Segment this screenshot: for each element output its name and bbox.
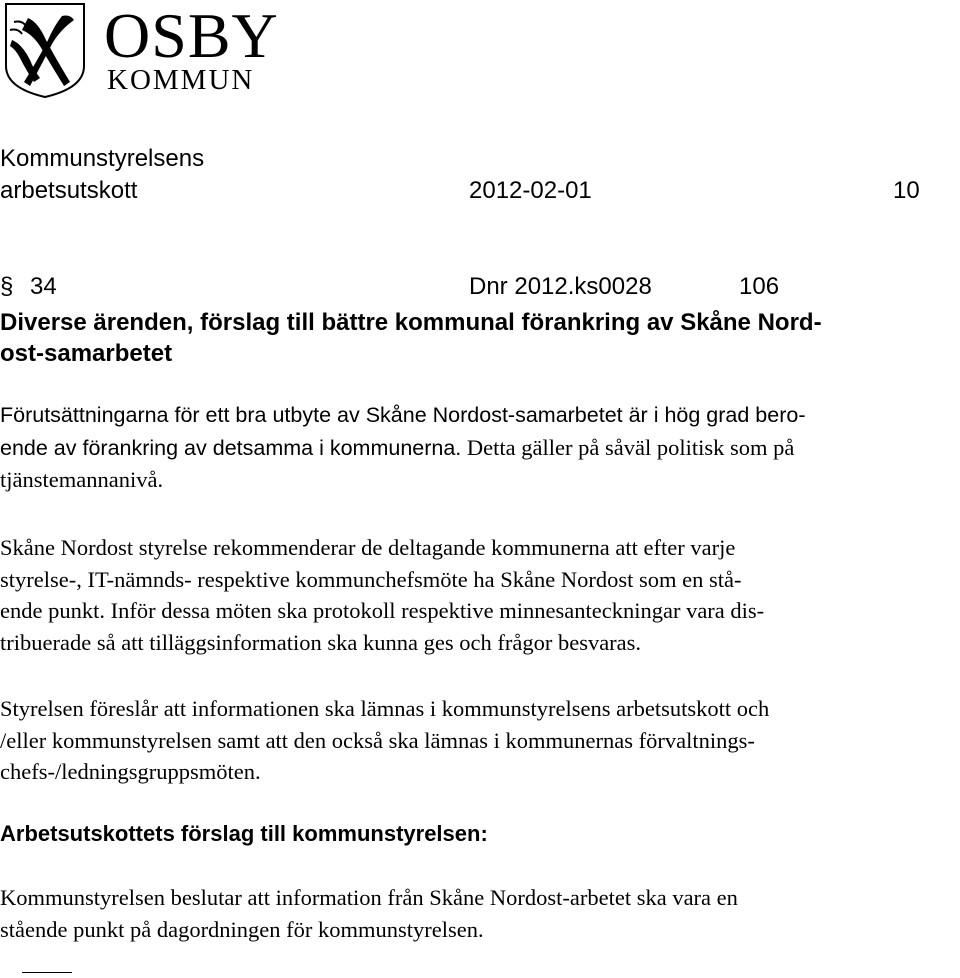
section-symbol: § — [0, 273, 14, 300]
document-number: 106 — [739, 273, 780, 300]
paragraph-3 — [0, 693, 960, 788]
paragraph-2 — [0, 532, 960, 658]
committee-name-line1: Kommunstyrelsens — [0, 145, 205, 172]
footnote-divider — [22, 972, 72, 973]
item-number: 34 — [30, 273, 57, 300]
committee-name-line2: arbetsutskott — [0, 177, 138, 204]
page-number: 10 — [893, 177, 920, 204]
paragraph-line: stående punkt på dagordningen för kommunstyrelsen. — [0, 916, 484, 942]
paragraph-fragment: ende av förankring av detsamma i kommunerna. — [0, 435, 462, 460]
paragraph-line — [0, 432, 960, 465]
osby-kommun-logo — [0, 0, 290, 100]
paragraph-line: Skåne Nordost styrelse rekommenderar de deltagande kommunerna att efter varje — [0, 535, 736, 560]
meeting-date: 2012-02-01 — [469, 177, 592, 204]
paragraph-line: Kommunstyrelsen beslutar att information från Skåne Nordost-arbetet ska vara en — [0, 885, 738, 910]
paragraph-line: Förutsättningarna för ett bra utbyte av Skåne Nordost-samarbetet är i hög grad bero- — [0, 403, 806, 427]
item-title-line: Diverse ärenden, förslag till bättre kommunal förankring av Skåne Nord- — [0, 309, 822, 336]
paragraph-line: /eller kommunstyrelsen samt att den också ska lämnas i kommunernas förvaltnings- — [0, 727, 755, 753]
paragraph-line: chefs-/ledningsgruppsmöten. — [0, 759, 261, 784]
paragraph-line: Styrelsen föreslår att informationen ska lämnas i kommunstyrelsens arbetsutskott och — [0, 696, 770, 721]
logo-name: OSBY — [104, 0, 279, 71]
logo-subtitle: KOMMUN — [107, 64, 255, 96]
item-title — [0, 307, 960, 369]
proposal-text — [0, 882, 960, 945]
item-number-line — [0, 270, 57, 303]
paragraph-line: ende punkt. Inför dessa möten ska protokoll respektive minnesanteckningar vara dis- — [0, 598, 765, 623]
paragraph-line: tribuerade så att tilläggsinformation ska kunna ges och frågor besvaras. — [0, 629, 642, 655]
coat-of-arms-icon — [0, 0, 100, 100]
paragraph-1 — [0, 400, 960, 496]
item-title-line: ost-samarbetet — [0, 340, 173, 367]
paragraph-fragment: Detta gäller på såväl politisk som på — [461, 434, 795, 460]
paragraph-line: tjänstemannanivå. — [0, 467, 164, 492]
paragraph-line: styrelse-, IT-nämnds- respektive kommunchefsmöte ha Skåne Nordost som en stå- — [0, 566, 742, 592]
diary-number: Dnr 2012.ks0028 — [469, 273, 652, 300]
proposal-heading: Arbetsutskottets förslag till kommunstyrelsen: — [0, 821, 488, 846]
